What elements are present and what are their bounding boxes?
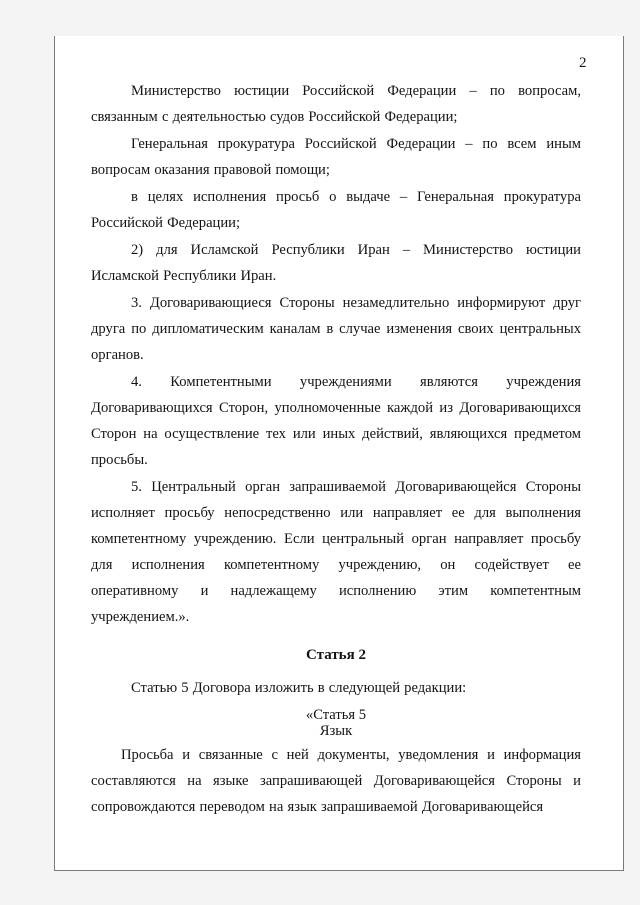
- quoted-article-subtitle: Язык: [319, 723, 353, 739]
- article-intro: Статью 5 Договора изложить в следующей редакции:: [131, 680, 467, 696]
- paragraph-prosecutor-general: Генеральная прокуратура Российской Федерации – по всем иным вопросам оказания правовой помощи;: [91, 136, 581, 178]
- paragraph-4: 4. Компетентными учреждениями являются учреждения Договаривающихся Сторон, уполномоченные каждой из Договаривающихся Сторон на осуществление тех или иных действий, являющихся предметом просьбы.: [91, 374, 581, 468]
- paragraph-3: 3. Договаривающиеся Стороны незамедлительно информируют друг друга по дипломатическим каналам в случае изменения своих центральных органов.: [91, 295, 581, 363]
- article-intro-block: [91, 675, 581, 701]
- body-text-bottom: [91, 742, 581, 820]
- paragraph-ministry-justice: Министерство юстиции Российской Федерации – по вопросам, связанным с деятельностью судов Российской Федерации;: [91, 83, 581, 125]
- article-heading: Статья 2: [306, 647, 366, 663]
- paragraph-language: Просьба и связанные с ней документы, уведомления и информация составляются на языке запрашивающей Договаривающейся Стороны и сопровождаются переводом на язык запрашиваемой Договаривающейся: [91, 747, 581, 815]
- body-text-top: [91, 78, 581, 630]
- page-number: 2: [579, 55, 587, 71]
- paragraph-extradition: в целях исполнения просьб о выдаче – Генеральная прокуратура Российской Федерации;: [91, 189, 581, 231]
- quoted-article-title: «Статья 5: [305, 707, 367, 723]
- paragraph-5: 5. Центральный орган запрашиваемой Договаривающейся Стороны исполняет просьбу непосредственно или направляет ее для выполнения компетентному учреждению. Если центральный орган направляет просьбу для исполнения компетентному учреждению, он содействует ее оперативному и надлежащему исполнению этим компетентным учреждением.».: [91, 479, 581, 625]
- paragraph-iran: 2) для Исламской Республики Иран – Министерство юстиции Исламской Республики Иран.: [91, 242, 581, 284]
